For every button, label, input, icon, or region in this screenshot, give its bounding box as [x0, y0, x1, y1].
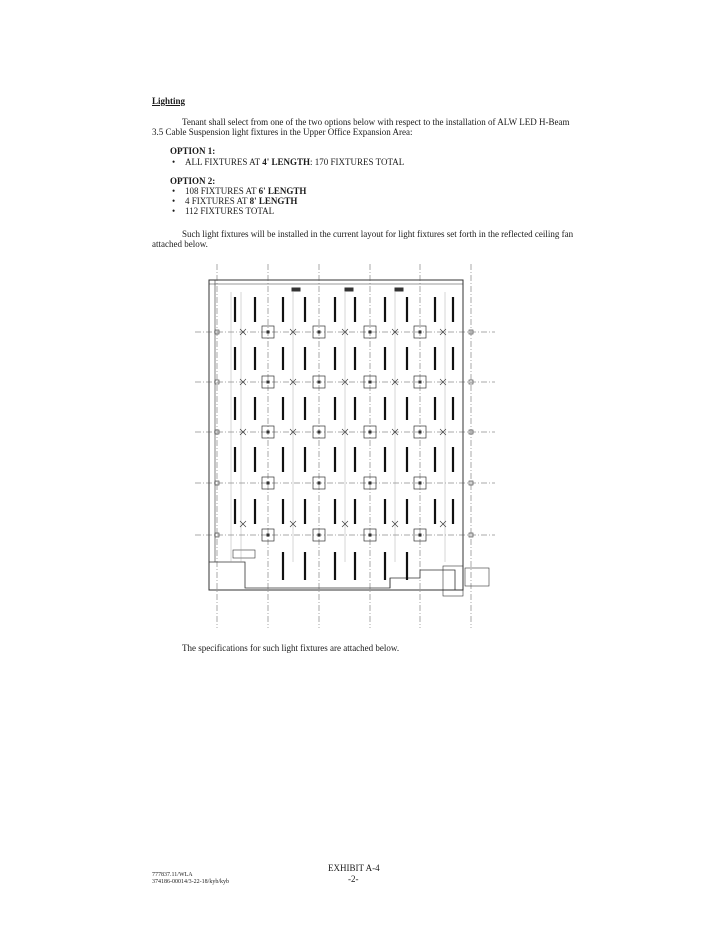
option-1-list — [172, 157, 404, 167]
plan-column-dot — [318, 331, 321, 334]
bullet-icon: • — [172, 196, 176, 206]
plan-column-dot — [267, 431, 270, 434]
option-2-item — [172, 206, 306, 216]
option-1-title: OPTION 1: — [170, 146, 216, 156]
install-line-2: attached below. — [152, 239, 208, 249]
bullet-icon: • — [172, 157, 176, 167]
plan-column-dot — [369, 431, 372, 434]
option-2-item — [172, 186, 306, 196]
option-2-item-bold: 8' LENGTH — [249, 196, 298, 206]
install-line-1: Such light fixtures will be installed in the current layout for light fixtures set forth in the reflected ceiling fan — [182, 229, 574, 239]
option-2-item-prefix: 4 FIXTURES AT — [185, 196, 250, 206]
plan-column-dot — [318, 534, 321, 537]
plan-column-dot — [267, 534, 270, 537]
option-2-item-prefix: 108 FIXTURES AT — [185, 186, 259, 196]
option-1-item-bold: 4' LENGTH — [262, 157, 311, 167]
footer-file-ref: 374186-00014/3-22-18/kyb/kyb — [152, 879, 229, 885]
specs-text: The specifications for such light fixtures are attached below. — [182, 643, 400, 653]
plan-column-dot — [419, 534, 422, 537]
plan-column-dot — [419, 431, 422, 434]
option-2-item — [172, 196, 306, 206]
plan-column-dot — [267, 331, 270, 334]
plan-column-dot — [318, 381, 321, 384]
plan-column-dot — [267, 482, 270, 485]
option-2-item-bold: 6' LENGTH — [258, 186, 307, 196]
plan-column-dot — [369, 331, 372, 334]
plan-outline — [209, 280, 463, 590]
footer-doc-id: 777837.11/WLA — [152, 872, 193, 878]
plan-column-dot — [267, 381, 270, 384]
intro-line-2: 3.5 Cable Suspension light fixtures in the Upper Office Expansion Area: — [152, 127, 413, 137]
plan-column-dot — [419, 381, 422, 384]
footer-page-number: -2- — [348, 874, 359, 884]
plan-column-dot — [318, 431, 321, 434]
bullet-icon: • — [172, 206, 176, 216]
option-2-list — [172, 186, 306, 216]
option-1-item-prefix: ALL FIXTURES AT — [185, 157, 263, 167]
plan-column-dot — [318, 482, 321, 485]
option-1-item-suffix: : 170 FIXTURES TOTAL — [310, 157, 405, 167]
plan-column-dot — [369, 534, 372, 537]
option-2-title: OPTION 2: — [170, 176, 216, 186]
plan-column-dot — [419, 482, 422, 485]
option-1-item — [172, 157, 404, 167]
section-heading: Lighting — [152, 96, 186, 106]
intro-line-1: Tenant shall select from one of the two options below with respect to the installation of ALW LED H-Beam — [182, 117, 570, 127]
bullet-icon: • — [172, 186, 176, 196]
option-2-item-prefix: 112 FIXTURES TOTAL — [185, 206, 275, 216]
plan-column-dot — [419, 331, 422, 334]
footer-exhibit: EXHIBIT A-4 — [328, 863, 380, 873]
reflected-ceiling-plan — [195, 262, 495, 632]
plan-column-dot — [369, 482, 372, 485]
plan-column-dot — [369, 381, 372, 384]
